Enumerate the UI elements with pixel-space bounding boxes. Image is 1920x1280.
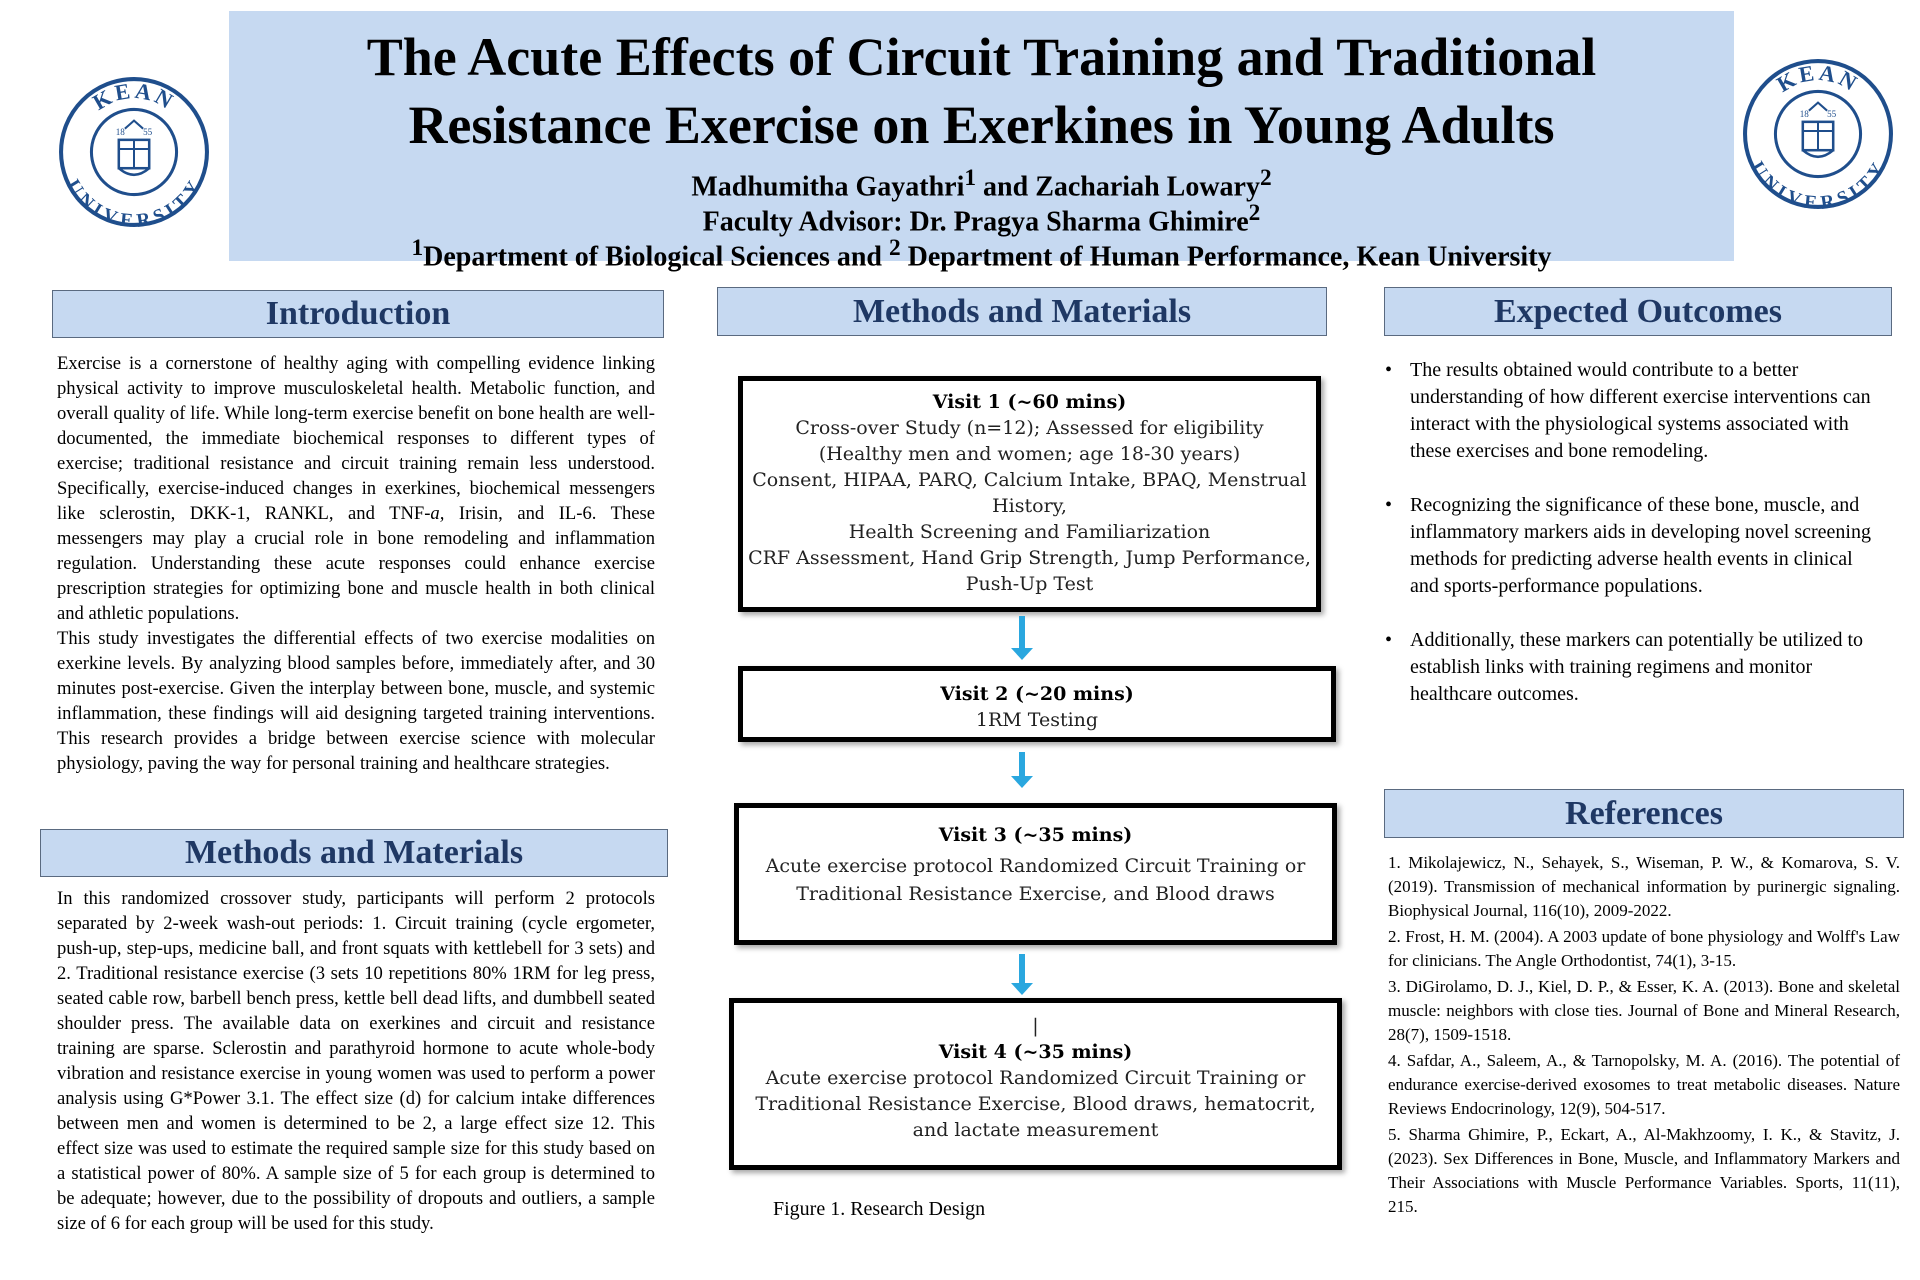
svg-text:18: 18: [115, 126, 125, 137]
outcome-item: • Recognizing the significance of these bone, muscle, and inflammatory markers aids in developing novel screening methods for predicting adverse health events in clinical and sports-performance populations.: [1385, 494, 1871, 597]
svg-text:UNIVERSITY: UNIVERSITY: [62, 176, 206, 228]
references-list: [1388, 851, 1900, 1221]
visit-2-box: Visit 2 (~20 mins) 1RM Testing: [738, 666, 1336, 742]
svg-text:55: 55: [1827, 108, 1837, 119]
outcome-item: • Additionally, these markers can potentially be utilized to establish links with training regimens and monitor healthcare outcomes.: [1385, 629, 1864, 705]
references-heading: References: [1384, 789, 1904, 838]
university-seal-icon: [58, 76, 210, 228]
introduction-body: [57, 351, 655, 776]
svg-text:55: 55: [143, 126, 153, 137]
bullet-icon: •: [1385, 629, 1393, 651]
figure-caption: Figure 1. Research Design: [773, 1198, 986, 1220]
visit-4-title: Visit 4 (~35 mins): [938, 1041, 1133, 1063]
affiliations: $^1$Department of Biological Sciences and $^2$ Department of Human Performance, Kean University: [411, 235, 1552, 273]
outcomes-list: [1385, 357, 1885, 735]
reference-item: 1. Mikolajewicz, N., Sehayek, S., Wiseman, P. W., & Komarova, S. V. (2019). Transmission of mechanical information by purinergic signaling. Biophysical Journal, 116(10), 2009-2022.: [1388, 853, 1900, 920]
authors: Madhumitha Gayathri$^1$ and Zachariah Lowary$^2$: [691, 165, 1272, 203]
visit-2-title: Visit 2 (~20 mins): [940, 683, 1134, 705]
svg-text:UNIVERSITY: UNIVERSITY: [1746, 158, 1890, 210]
methods-heading-center: Methods and Materials: [717, 287, 1327, 336]
title-line-1: The Acute Effects of Circuit Training and Traditional: [366, 27, 1597, 87]
arrow-down-icon: [1011, 616, 1033, 660]
methods-body: In this randomized crossover study, participants will perform 2 protocols separated by 2-week wash-out periods: 1. Circuit training (cycle ergometer, push-up, step-ups, medicine ball, and front squats with kettlebell for 3 sets) and 2. Traditional resistance exercise (3 sets 10 repetitions 80% 1RM for leg press, seated cable row, barbell bench press, kettle bell dead lifts, and dumbbell seated shoulder press. The available data on exerkines and circuit and resistance training are sparse. Sclerostin and parathyroid hormone to acute whole-body vibration and resistance exercise in young women was used to perform a power analysis using G*Power 3.1. The effect size (d) for calcium intake differences between men and women is determined to be 2, a large effect size 12. This effect size was used to estimate the required sample size for this study based on a statistical power of 80%. A sample size of 5 for each group is determined to be adequate; however, due to the possibility of dropouts and outliers, a sample size of 6 for each group will be used for this study.: [57, 888, 655, 1234]
svg-text:KEAN: KEAN: [1772, 59, 1864, 97]
title-banner: [229, 11, 1734, 273]
university-seal-icon: [1742, 58, 1894, 210]
kean-university-logo-right: [1742, 58, 1894, 210]
reference-item: 2. Frost, H. M. (2004). A 2003 update of bone physiology and Wolff's Law for clinicians. The Angle Orthodontist, 74(1), 3-15.: [1388, 927, 1900, 970]
introduction-paragraph-1: Exercise is a cornerstone of healthy aging with compelling evidence linking physical activity to improve musculoskeletal health. Metabolic function, and overall quality of life. While long-term exercise benefit on bone health are well-documented, the immediate biochemical responses to different types of exercise; traditional resistance and circuit training remain less understood. Specifically, exercise-induced changes in exerkines, biochemical messengers like sclerostin, DKK-1, RANKL, and TNF-a, Irisin, and IL-6. These messengers may play a crucial role in bone remodeling and inflammation regulation. Understanding these acute responses could enhance exercise prescription strategies for optimizing bone and muscle health in both clinical and athletic populations.: [57, 353, 655, 624]
reference-item: 3. DiGirolamo, D. J., Kiel, D. P., & Esser, K. A. (2013). Bone and skeletal muscle: neighbors with close ties. Journal of Bone and Mineral Research, 28(7), 1509-1518.: [1388, 977, 1900, 1044]
faculty-advisor: Faculty Advisor: Dr. Pragya Sharma Ghimire$^2$: [702, 200, 1261, 238]
visit-4-box: | Visit 4 (~35 mins) Acute exercise protocol Randomized Circuit Training or Traditional Resistance Exercise, Blood draws, hematocrit, and lactate measurement: [729, 998, 1342, 1170]
bullet-icon: •: [1385, 359, 1393, 381]
svg-text:18: 18: [1799, 108, 1809, 119]
reference-item: 5. Sharma Ghimire, P., Eckart, A., Al-Makhzoomy, I. K., & Stavitz, J. (2023). Sex Differences in Bone, Muscle, and Inflammatory Markers and Their Associations with Muscle Performance Variables. Sports, 11(11), 215.: [1388, 1125, 1900, 1216]
visit-3-box: Visit 3 (~35 mins) Acute exercise protocol Randomized Circuit Training or Traditional Resistance Exercise, and Blood draws: [734, 803, 1337, 945]
title-line-2: Resistance Exercise on Exerkines in Young Adults: [408, 95, 1555, 155]
visit-3-title: Visit 3 (~35 mins): [938, 824, 1133, 846]
kean-university-logo-left: [58, 76, 210, 228]
introduction-paragraph-2: This study investigates the differential effects of two exercise modalities on exerkine levels. By analyzing blood samples before, immediately after, and 30 minutes post-exercise. Given the interplay between bone, muscle, and systemic inflammation, these findings will aid designing targeted training interventions. This research provides a bridge between exercise science with molecular physiology, paving the way for personal training and healthcare strategies.: [57, 628, 655, 774]
svg-text:KEAN: KEAN: [88, 77, 180, 115]
outcome-item: • The results obtained would contribute to a better understanding of how different exercise interventions can interact with the physiological systems associated with these exercises and bone remodeling.: [1385, 359, 1871, 462]
expected-outcomes-heading: Expected Outcomes: [1384, 287, 1892, 336]
bullet-icon: •: [1385, 494, 1393, 516]
reference-item: 4. Safdar, A., Saleem, A., & Tarnopolsky, M. A. (2016). The potential of endurance exercise-derived exosomes to treat metabolic diseases. Nature Reviews Endocrinology, 12(9), 504-517.: [1388, 1051, 1900, 1118]
poster-title: [229, 23, 1734, 159]
visit-1-title: Visit 1 (~60 mins): [932, 391, 1127, 413]
methods-heading-left: Methods and Materials: [40, 829, 668, 877]
visit-1-box: Visit 1 (~60 mins) Cross-over Study (n=12); Assessed for eligibility (Healthy men and women; age 18-30 years) Consent, HIPAA, PARQ, Calcium Intake, BPAQ, Menstrual History, Health Screening and Familiarization CRF Assessment, Hand Grip Strength, Jump Performance, Push-Up Test: [738, 376, 1321, 612]
introduction-heading: Introduction: [52, 290, 664, 338]
arrow-down-icon: [1011, 752, 1033, 788]
arrow-down-icon: [1011, 954, 1033, 995]
